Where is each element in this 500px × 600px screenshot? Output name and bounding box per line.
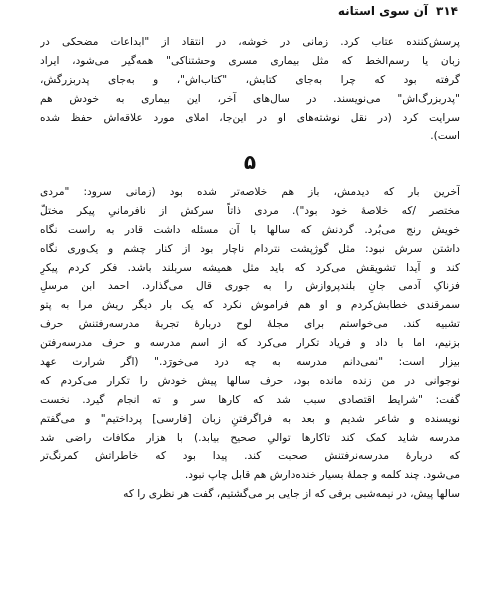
text-line: مختصر /که خلاصهٔ خود بود"). مردی ذاتاً سرکش از نافرمانیِ پیکر مختلّ	[40, 204, 460, 217]
text-line: تشبیه کند. می‌خواستم برای مجلهٔ لوح دربارهٔ تجربهٔ مدرسه‌رفتنش حرف	[40, 318, 460, 331]
text-line: نوجوانی در من زنده مانده بود، حرف سالها پیش خودش را تکرار می‌کردم که	[40, 374, 460, 387]
text-line: گرفته بود که چرا به‌جای کتابش، "کتاب‌اش"، و به‌جای پدربزرگش،	[40, 73, 460, 86]
section-numeral: ۵	[243, 150, 257, 174]
text-line: بزنیم، اما با داد و فریاد تکرار می‌کرد که از اسم مدرسه و حرف مدرسه‌رفتن	[40, 337, 460, 350]
text-line: کند و آیدا تشویقش می‌کرد که باید مثل همیشه سربلند باشد. فکر کردم پیکرِ	[40, 261, 460, 274]
text-line: آخرین بار که دیدمش، باز هم خلاصه‌تر شده بود (زمانی سرود: "مردی	[40, 186, 460, 198]
page-header	[338, 4, 458, 18]
text-line: "پدربزرگ‌اش" می‌نویسند. در سال‌های آخر، این بیماری به خودش هم	[40, 92, 460, 105]
text-line: مدرسه شاید کمک کند تاکارها توالیِ صحیح بیابد.) با هزار مکافات راضی شد	[40, 431, 460, 444]
text-line: می‌شود. چند کلمه و جملهٔ بسیار خنده‌دارش هم قابل چاپ نبود.	[184, 469, 460, 482]
text-line: گفت: "شرایط اقتصادی سبب شد که کارها سر و ته انجام گیرد. نخست	[40, 393, 460, 406]
text-line: سالها پیش، در نیمه‌شبی برفی که از جایی بر می‌گشتیم، گفت هر نظری را که	[123, 488, 460, 501]
text-line: سرایت کرد (در نقل نوشته‌های او در این‌جا، املای مورد علاقه‌اش حفظ شده	[40, 111, 460, 124]
text-line: سمرقندی خطابش‌کردم و او هم فراموش نکرد که یک بار دیگر ریش مرا به پتو	[40, 299, 460, 312]
paragraph-1	[40, 33, 460, 146]
text-line: داشتن سرش نبود: مثل گوژپشت نتردام ناچار بود از کنار چشم و یک‌وری نگاه	[40, 242, 460, 255]
text-line: فزناکِ آدمی جانِ بلندپروازش را به جوری قال می‌گذارد. احمد ابن مرسلِ	[40, 280, 460, 293]
running-title: آن سوی استانه	[337, 4, 429, 18]
text-line: خویش رنج می‌بُرد. گردنش که سالها با آن مسئله داشت قادر به راست نگاه	[40, 223, 460, 236]
text-line: بیزار است: "نمی‌دانم مدرسه به چه درد می‌خورَد." (اگر شرارت عهد	[40, 356, 460, 369]
text-line: پرسش‌کننده عتاب کرد. زمانی در خوشه، در انتقاد از "ابداعات مضحکی در	[40, 36, 460, 48]
paragraph-2	[40, 183, 460, 504]
text-line: است).	[430, 130, 460, 143]
text-line: نویسنده و شاعر شدیم و بعد به فراگرفتنِ زبان [فارسی] پرداختیم" و می‌گفتم	[40, 412, 460, 425]
text-line: که دربارهٔ مدرسه‌نرفتنش صحبت کند. پیدا بود که خاطراتش کمرنگ‌تر	[40, 450, 460, 463]
text-line: زبان یا رسم‌الخط که مثل بیماری مسری وحشتناکی" همه‌گیر می‌شود، ایراد	[40, 54, 460, 67]
page-number: ۳۱۴	[436, 4, 458, 18]
